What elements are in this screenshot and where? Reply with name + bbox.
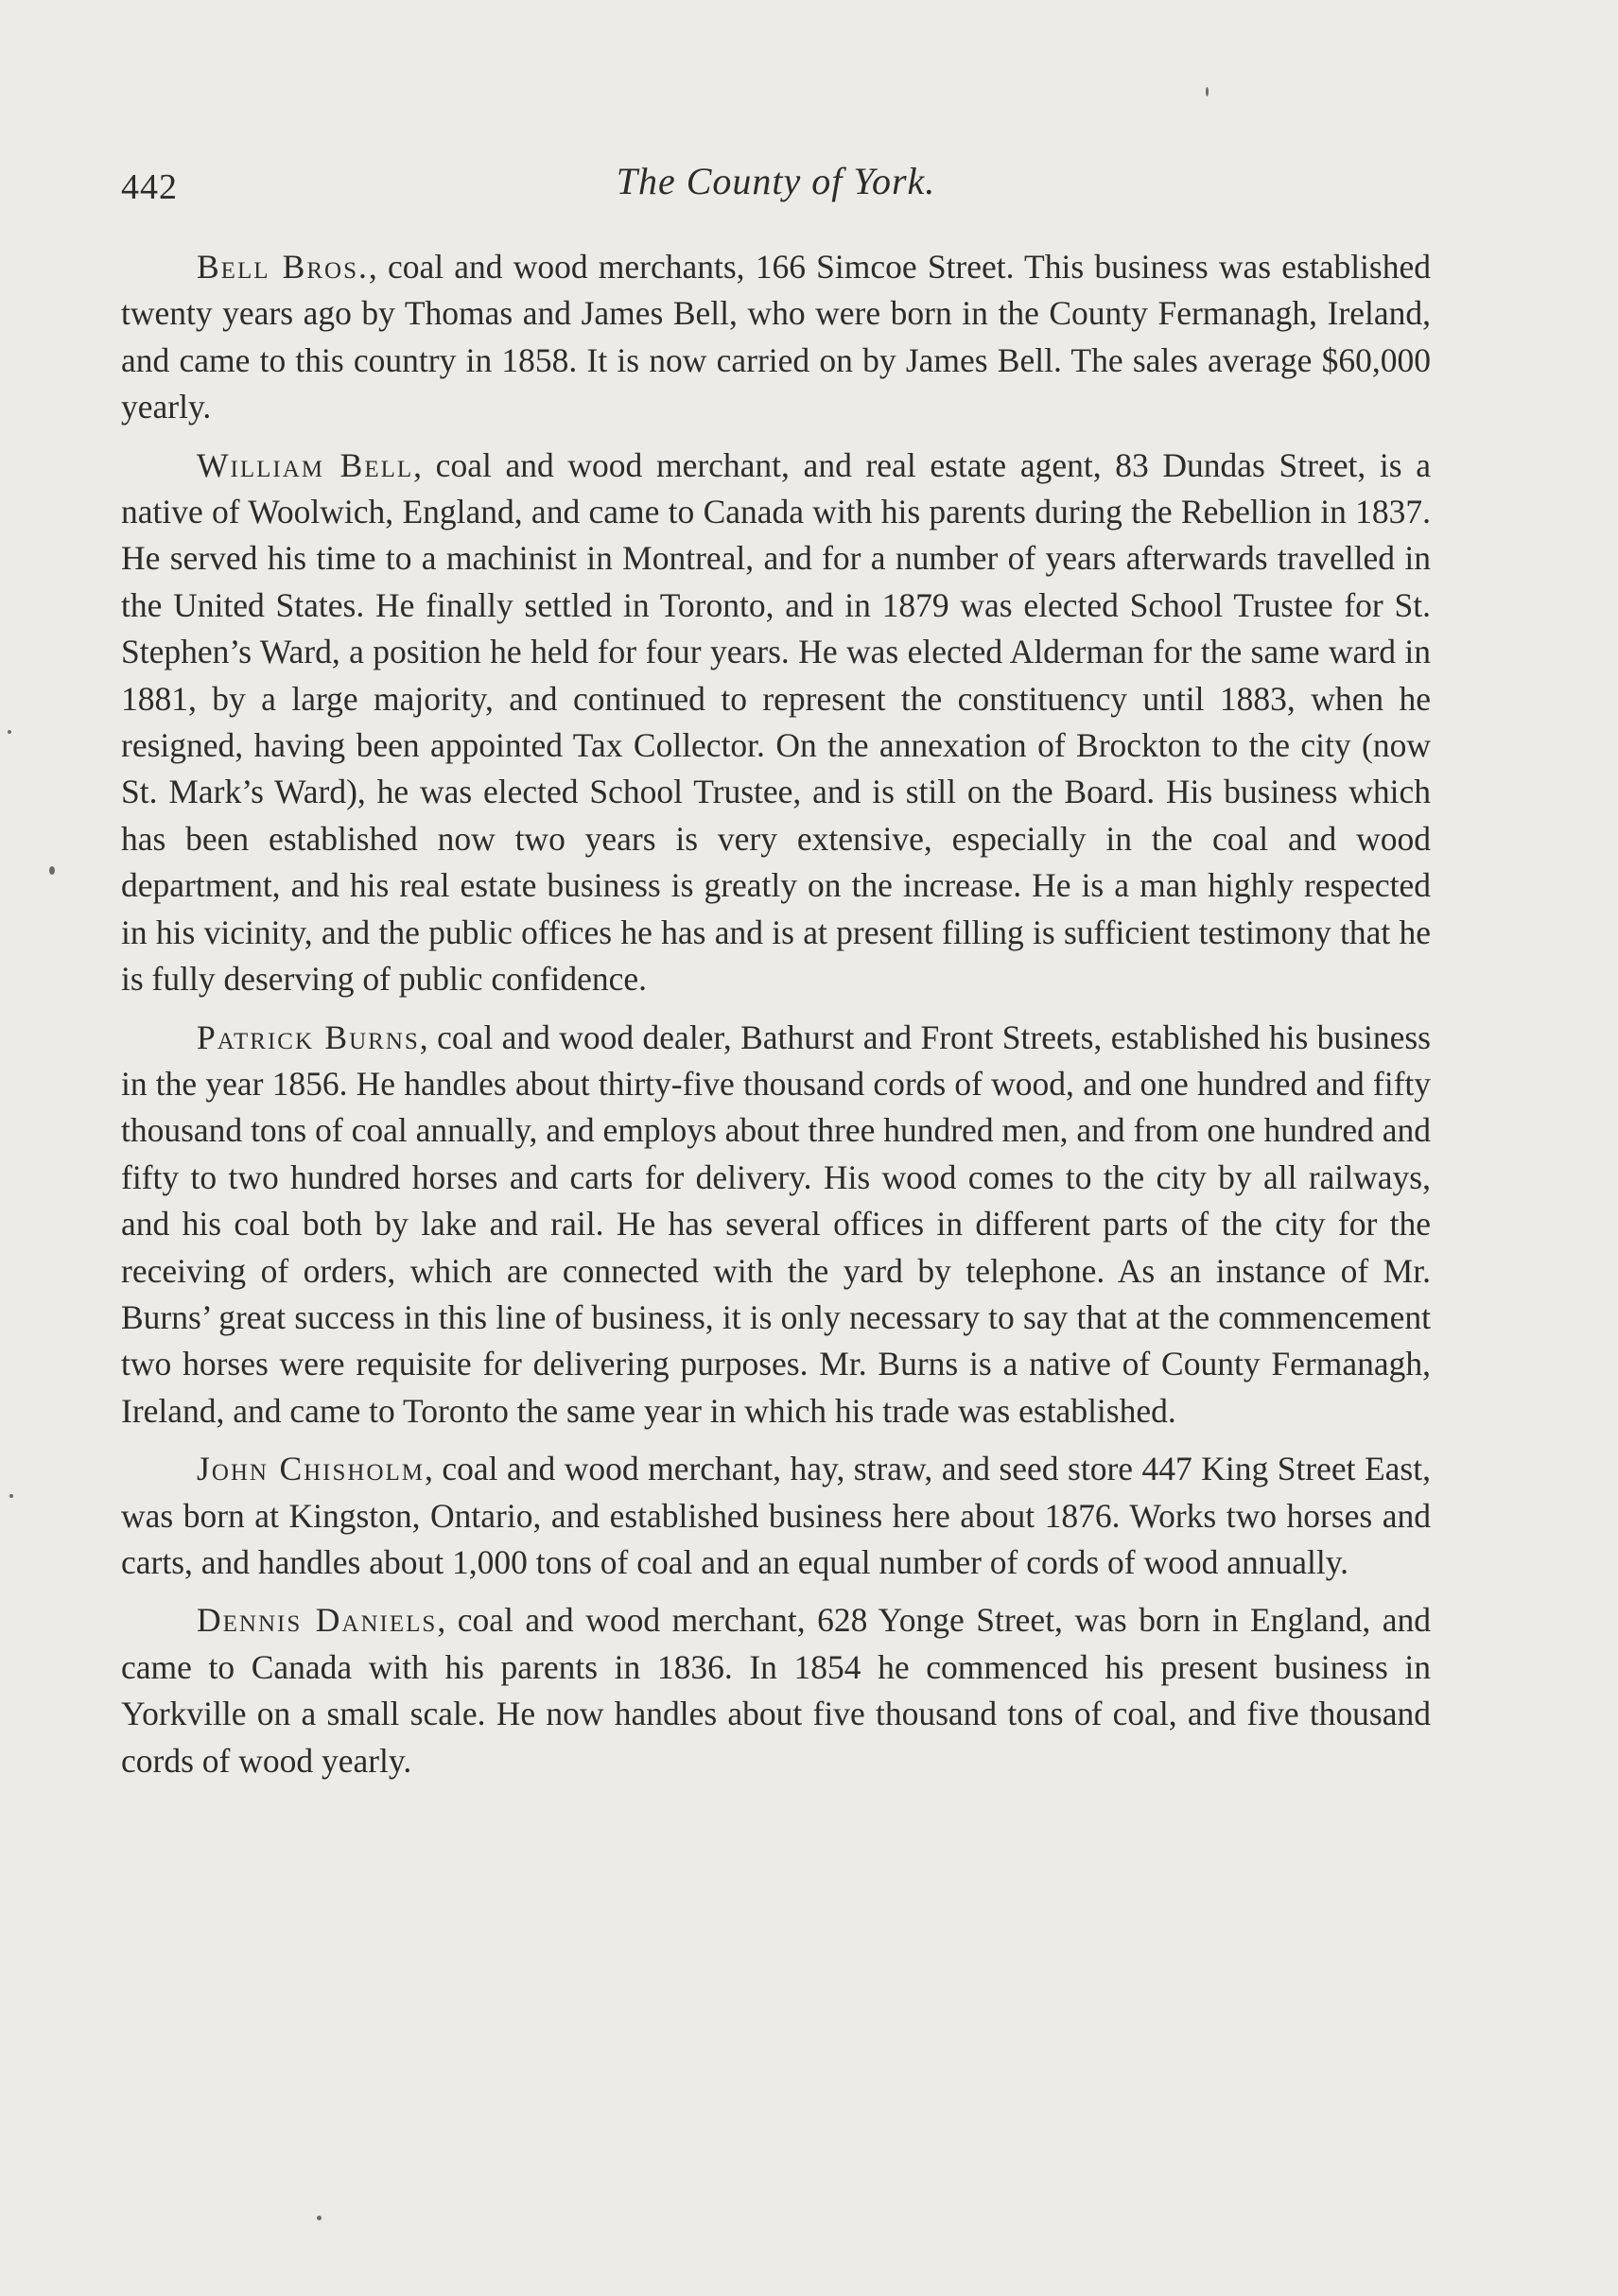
entry-patrick-burns [121,1015,1431,1435]
paper-speck [49,866,55,875]
paper-speck [9,1494,13,1498]
entry-name: Bell Bros. [197,248,369,286]
entry-name: John Chisholm [197,1450,426,1488]
paper-speck [1206,87,1209,96]
paper-speck [317,2216,322,2220]
page-number: 442 [121,167,178,207]
entry-name: Dennis Daniels [197,1601,438,1640]
entry-william-bell [121,443,1431,1003]
entry-dennis-daniels [121,1597,1431,1784]
entry-text: , coal and wood merchant, and real estate agent, 83 Dundas Street, is a native of Woolwich, England, and came to Canada with his parents during the Rebellion in 1837. He served his time to a machinist in Montreal, and for a number of years afterwards travelled in the United States. He finally settled in Toronto, and in 1879 was elected School Trustee for St. Stephen’s Ward, a position he held for four years. He was elected Alderman for the same ward in 1881, by a large majority, and continued to represent the constituency until 1883, when he resigned, having been appointed Tax Collector. On the annexation of Brockton to the city (now St. Mark’s Ward), he was elected School Trustee, and is still on the Board. His business which has been established now two years is very extensive, especially in the coal and wood department, and his real estate business is greatly on the increase. He is a man highly respected in his vicinity, and the public offices he has and is at present filling is sufficient testimony that he is fully deserving of public confidence. [121,445,1431,999]
entry-text: , coal and wood merchant, hay, straw, and seed store 447 King Street East, was born at Kingston, Ontario, and established business here about 1876. Works two horses and carts, and handles about 1,000 tons of coal and an equal number of cords of wood annually. [121,1450,1431,1581]
entry-name: Patrick Burns [197,1018,420,1056]
paper-speck [8,730,11,734]
page-header [121,153,1431,210]
running-title: The County of York. [616,160,936,202]
entry-bell-bros [121,244,1431,431]
entry-text: , coal and wood merchant, 628 Yonge Street, was born in England, and came to Canada with his parents in 1836. In 1854 he commenced his present business in Yorkville on a small scale. He now handles about five thousand tons of coal, and five thousand cords of wood yearly. [121,1601,1431,1780]
page-body [121,244,1431,1796]
entry-john-chisholm [121,1446,1431,1586]
entry-name: William Bell [197,445,414,484]
entry-text: , coal and wood merchants, 166 Simcoe Street. This business was established twenty years ago by Thomas and James Bell, who were born in the County Fermanagh, Ireland, and came to this country in 1858. It is now carried on by James Bell. The sales average $60,000 yearly. [121,248,1431,426]
entry-text: , coal and wood dealer, Bathurst and Front Streets, established his business in the year 1856. He handles about thirty-five thousand cords of wood, and one hundred and fifty thousand tons of coal annually, and employs about three hundred men, and from one hundred and fifty to two hundred horses and carts for delivery. His wood comes to the city by all railways, and his coal both by lake and rail. He has several offices in different parts of the city for the receiving of orders, which are connected with the yard by telephone. As an instance of Mr. Burns’ great success in this line of business, it is only necessary to say that at the commencement two horses were requisite for delivering purposes. Mr. Burns is a native of County Fermanagh, Ireland, and came to Toronto the same year in which his trade was established. [121,1018,1431,1430]
